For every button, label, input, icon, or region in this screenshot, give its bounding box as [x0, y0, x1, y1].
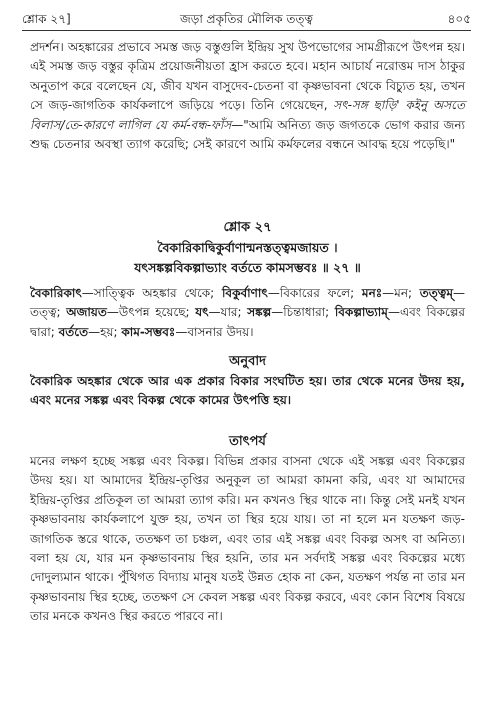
synonym-meaning: —বিকারের ফলে; [267, 286, 362, 300]
purport-continued-text-2: —"আমি অনিত্য জড় জগতকে ভোগ করার জন্য শুদ্ধ চেতনার অবস্থা ত্যাগ করেছি; সেই কারণে আমি কর্মফলের বন্ধনে আবদ্ধ হয়ে পড়েছি।" [30, 117, 465, 152]
synonym-meaning: —হয়; [88, 324, 122, 339]
synonym-meaning: —মন; [382, 286, 420, 300]
purport-continued-text-1: প্রদর্শন। অহঙ্কারের প্রভাবে সমস্ত জড় বস্তুগুলি ইন্দ্রিয় সুখ উপভোগের সামগ্রীরূপে উৎপন্ন হয়। এই সমস্ত জড় বস্তুর কৃত্রিম প্রয়োজনীয়তা হ্রাস করতে হবে। মহান আচার্য নরোত্তম দাস ঠাকুর অনুতাপ করে বলেছেন যে, জীব যখন বাসুদেব-চেতনা বা কৃষ্ণভাবনা থেকে বিচ্যুত হয়, তখন সে জড়-জাগতিক কার্যকলাপে জড়িয়ে পড়ে। তিনি গেয়েছেন, [30, 40, 465, 113]
synonym-term: বিকল্পাভ্যাম্ [334, 305, 388, 320]
header-verse-ref: শ্লোক ২৭] [22, 12, 71, 26]
verse-line-1: বৈকারিকাদ্বিকুর্বাণান্মনস্তত্ত্বমজায়ত । [157, 240, 338, 255]
purport-text: মনের লক্ষণ হচ্ছে সঙ্কল্প এবং বিকল্প। বিভিন্ন প্রকার বাসনা থেকে এই সঙ্কল্প এবং বিকল্পের উদয় হয়। যা আমাদের ইন্দ্রিয়-তৃপ্তির অনুকূল তা আমরা কামনা করি, এবং যা আমাদের ইন্দ্রিয়-তৃপ্তির প্রতিকূল তা আমরা ত্যাগ করি। মন কখনও স্থির থাকে না। কিন্তু সেই মনই যখন কৃষ্ণভাবনায় কার্যকলাপে যুক্ত হয়, তখন তা স্থির হয়ে যায়। তা না হলে মন যতক্ষণ জড়-জাগতিক স্তরে থাকে, ততক্ষণ তা চঞ্চল, এবং তার এই সঙ্কল্প এবং বিকল্প অসৎ বা অনিত্য। বলা হয় যে, যার মন কৃষ্ণভাবনায় স্থির হয়নি, তার মন সর্বদাই সঙ্কল্প এবং বিকল্পের মধ্যে দোদুল্যমান থাকে। পুঁথিগত বিদ্যায় মানুষ যতই উন্নত হোক না কেন, যতক্ষণ পর্যন্ত না তার মন কৃষ্ণভাবনায় স্থির হচ্ছে, ততক্ষণ সে কেবল সঙ্কল্প এবং বিকল্প করবে, এবং কোন বিশেষ বিষয়ে তার মনকে কখনও স্থির করতে পারবে না। [30, 454, 465, 624]
verse-line-2: যৎসঙ্কল্পবিকল্পাভ্যাং বর্ততে কামসম্ভবঃ ॥ ২৭ ॥ [134, 260, 361, 275]
header-rule [22, 30, 471, 31]
synonym-meaning: —উৎপন্ন হয়েছে; [106, 305, 196, 320]
synonym-meaning: —এবং বিকল্পের দ্বারা; [30, 305, 466, 339]
page-header [22, 10, 471, 28]
header-chapter-title: জড়া প্রকৃতির মৌলিক তত্ত্ব [180, 12, 313, 26]
purport-continued-quote: সৎ-সঙ্গ ছাড়ি' কইনু অসতে বিলাস/তে-কারণে লাগিল যে কর্ম-বন্ধ-ফাঁস [30, 98, 466, 132]
synonym-term: যৎ [195, 305, 209, 320]
translation-block [30, 352, 465, 411]
translation-title: অনুবাদ [229, 354, 266, 369]
synonym-meaning: —চিন্তাধারা; [271, 305, 335, 320]
translation-text: বৈকারিক অহঙ্কার থেকে আর এক প্রকার বিকার সংঘটিত হয়। তার থেকে মনের উদয় হয়, এবং মনের সঙ্কল্প এবং বিকল্প থেকে কামের উৎপত্তি হয়। [30, 374, 465, 408]
synonyms-paragraph [30, 284, 465, 342]
synonym-meaning: —বাসনার উদয়। [175, 324, 254, 339]
synonym-term: বৈকারিকাৎ [30, 286, 82, 300]
synonym-term: কাম-সম্ভবঃ [121, 324, 176, 339]
verse-title: শ্লোক ২৭ [223, 220, 272, 235]
synonym-meaning: —যার; [208, 305, 248, 320]
synonym-term: সঙ্কল্প [247, 305, 272, 320]
synonym-term: তত্ত্বম্ [419, 286, 454, 300]
purport-block [30, 432, 465, 627]
synonyms-block [30, 284, 465, 342]
synonym-meaning: —সাত্ত্বিক অহঙ্কার থেকে; [81, 286, 222, 300]
purport-continued [30, 38, 465, 154]
synonym-term: বর্ততে [58, 324, 89, 339]
synonym-term: অজায়ত [66, 305, 107, 320]
purport-title: তাৎপর্য [229, 434, 266, 449]
header-page-number: ৪০৫ [447, 12, 471, 26]
synonym-meaning: —তত্ত্ব; [30, 286, 466, 320]
synonym-term: মনঃ [361, 286, 383, 300]
synonym-term: বিকুর্বাণাৎ [221, 286, 268, 300]
verse-block [30, 218, 465, 278]
